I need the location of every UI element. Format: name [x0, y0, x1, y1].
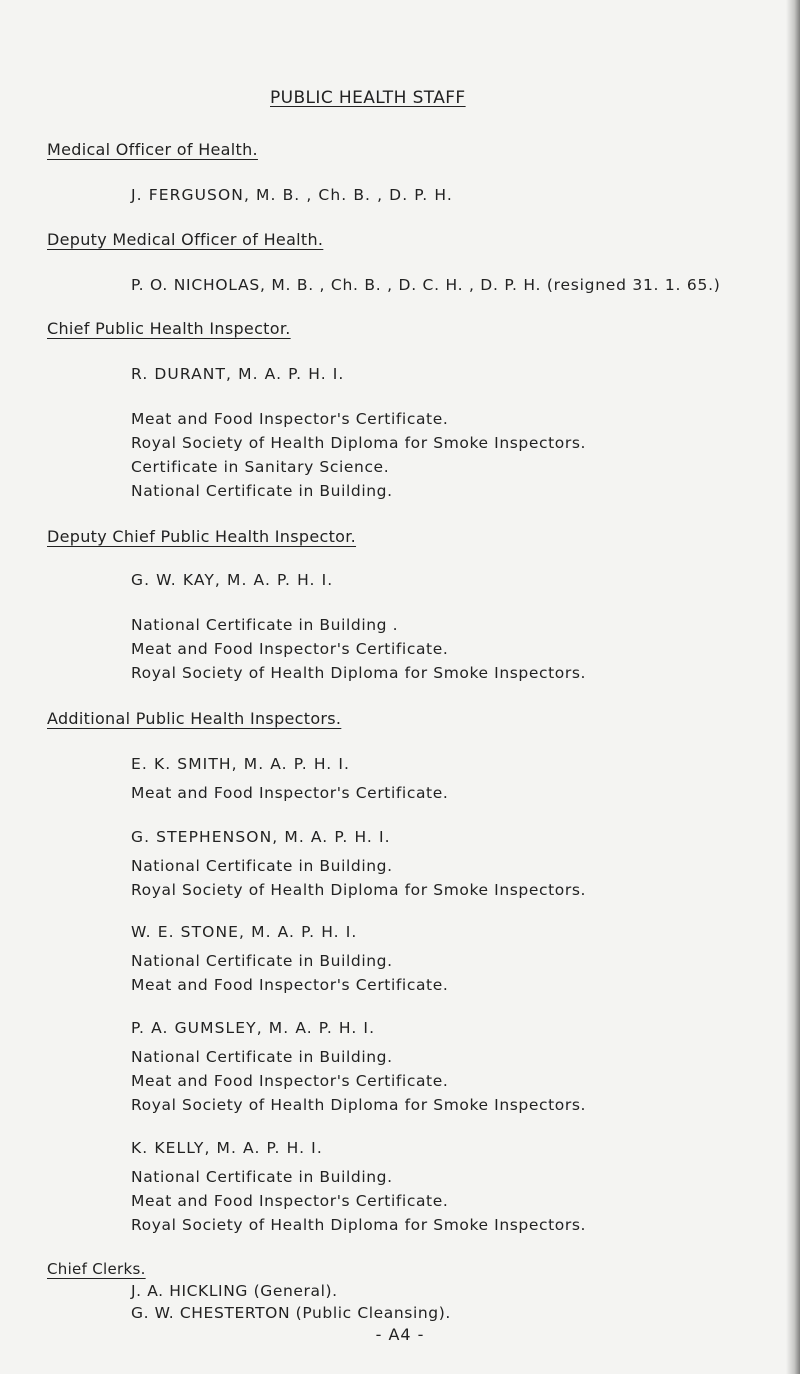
- page-edge-shadow: [786, 0, 800, 1374]
- name-inspector: G. STEPHENSON, M. A. P. H. I.: [131, 828, 391, 846]
- name-medical-officer: J. FERGUSON, M. B. , Ch. B. , D. P. H.: [131, 186, 453, 204]
- page-title: PUBLIC HEALTH STAFF: [270, 88, 466, 108]
- name-chief-phi: R. DURANT, M. A. P. H. I.: [131, 365, 345, 383]
- heading-deputy-medical-officer: Deputy Medical Officer of Health.: [47, 230, 324, 249]
- qualification-line: National Certificate in Building.: [131, 482, 393, 500]
- heading-medical-officer: Medical Officer of Health.: [47, 140, 258, 159]
- clerk-name: G. W. CHESTERTON (Public Cleansing).: [131, 1304, 451, 1322]
- qualification-line: Meat and Food Inspector's Certificate.: [131, 784, 449, 802]
- qualification-line: Meat and Food Inspector's Certificate.: [131, 1192, 449, 1210]
- qualification-line: Royal Society of Health Diploma for Smoke Inspectors.: [131, 1216, 587, 1234]
- qualification-line: Meat and Food Inspector's Certificate.: [131, 410, 449, 428]
- qualification-line: National Certificate in Building.: [131, 1048, 393, 1066]
- name-inspector: P. A. GUMSLEY, M. A. P. H. I.: [131, 1019, 376, 1037]
- heading-additional-phi: Additional Public Health Inspectors.: [47, 709, 342, 728]
- qualification-line: National Certificate in Building.: [131, 952, 393, 970]
- qualification-line: National Certificate in Building.: [131, 857, 393, 875]
- heading-chief-clerks: Chief Clerks.: [47, 1260, 146, 1278]
- qualification-line: Royal Society of Health Diploma for Smoke Inspectors.: [131, 664, 587, 682]
- qualification-line: National Certificate in Building .: [131, 616, 399, 634]
- heading-chief-phi: Chief Public Health Inspector.: [47, 319, 291, 338]
- qualification-line: National Certificate in Building.: [131, 1168, 393, 1186]
- heading-deputy-chief-phi: Deputy Chief Public Health Inspector.: [47, 527, 357, 546]
- qualification-line: Certificate in Sanitary Science.: [131, 458, 390, 476]
- name-deputy-chief-phi: G. W. KAY, M. A. P. H. I.: [131, 571, 334, 589]
- qualification-line: Royal Society of Health Diploma for Smoke Inspectors.: [131, 434, 587, 452]
- name-inspector: E. K. SMITH, M. A. P. H. I.: [131, 755, 351, 773]
- qualification-line: Royal Society of Health Diploma for Smoke Inspectors.: [131, 1096, 587, 1114]
- name-deputy-medical-officer: P. O. NICHOLAS, M. B. , Ch. B. , D. C. H. , D. P. H. (resigned 31. 1. 65.): [131, 276, 721, 294]
- qualification-line: Meat and Food Inspector's Certificate.: [131, 1072, 449, 1090]
- qualification-line: Meat and Food Inspector's Certificate.: [131, 976, 449, 994]
- qualification-line: Meat and Food Inspector's Certificate.: [131, 640, 449, 658]
- qualification-line: Royal Society of Health Diploma for Smoke Inspectors.: [131, 881, 587, 899]
- page-number: - A4 -: [375, 1325, 425, 1344]
- name-inspector: K. KELLY, M. A. P. H. I.: [131, 1139, 323, 1157]
- name-inspector: W. E. STONE, M. A. P. H. I.: [131, 923, 358, 941]
- clerk-name: J. A. HICKLING (General).: [131, 1282, 338, 1300]
